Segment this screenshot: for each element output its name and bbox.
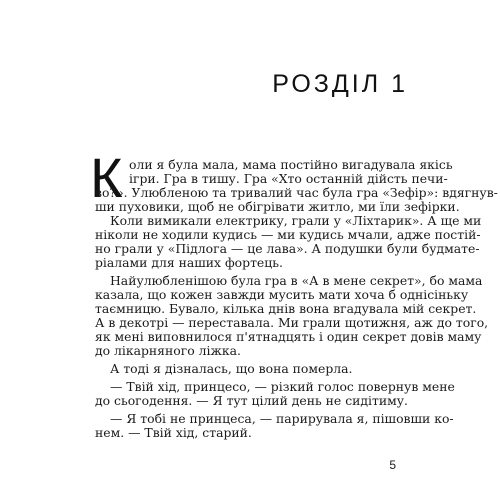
chapter-title: РОЗДІЛ 1 bbox=[272, 70, 408, 98]
text-line: казала, що кожен завжди мусить мати хоча б однісіньку bbox=[95, 287, 469, 302]
page-number: 5 bbox=[389, 458, 396, 472]
text-line: нем. — Твій хід, старий. bbox=[95, 425, 252, 440]
text-line: до сьогодення. — Я тут цілий день не сидітиму. bbox=[95, 393, 408, 408]
text-line: до лікарняного ліжка. bbox=[95, 343, 241, 358]
text-line: — Я тобі не принцеса, — парирувала я, пішовши ко- bbox=[110, 411, 454, 426]
text-line: таємницю. Бувало, кілька днів вона вгадувала мій секрет. bbox=[95, 301, 477, 316]
text-line: А в декотрі — переставала. Ми грали щотижня, аж до того, bbox=[95, 315, 489, 330]
text-line: ши пуховики, щоб не обігрівати житло, ми їли зефірки. bbox=[95, 199, 460, 214]
text-line: А тоді я дізналась, що вона померла. bbox=[110, 361, 353, 376]
text-line: ріалами для наших фортець. bbox=[95, 255, 283, 270]
text-line: — Твій хід, принцесо, — різкий голос повернув мене bbox=[110, 379, 455, 394]
text-line: як мені виповнилося п'ятнадцять і один секрет довів маму bbox=[95, 329, 482, 344]
text-line: Найулюбленішою була гра в «А в мене секрет», бо мама bbox=[110, 273, 483, 288]
text-line: оли я була мала, мама постійно вигадувала якісь bbox=[129, 157, 453, 172]
text-line: ігри. Гра в тишу. Гра «Хто останній дійсть печи- bbox=[129, 171, 448, 186]
text-line: Коли вимикали електрику, грали у «Ліхтарик». А ще ми bbox=[110, 213, 482, 228]
drop-cap-letter: К bbox=[90, 146, 123, 209]
text-line: но грали у «Підлога — це лава». А подушки були будмате- bbox=[95, 241, 480, 256]
text-line: ніколи не ходили кудись — ми кудись мчали, адже постій- bbox=[95, 227, 481, 242]
text-line: во?». Улюбленою та тривалий час була гра «Зефір»: вдягнув- bbox=[95, 185, 498, 200]
